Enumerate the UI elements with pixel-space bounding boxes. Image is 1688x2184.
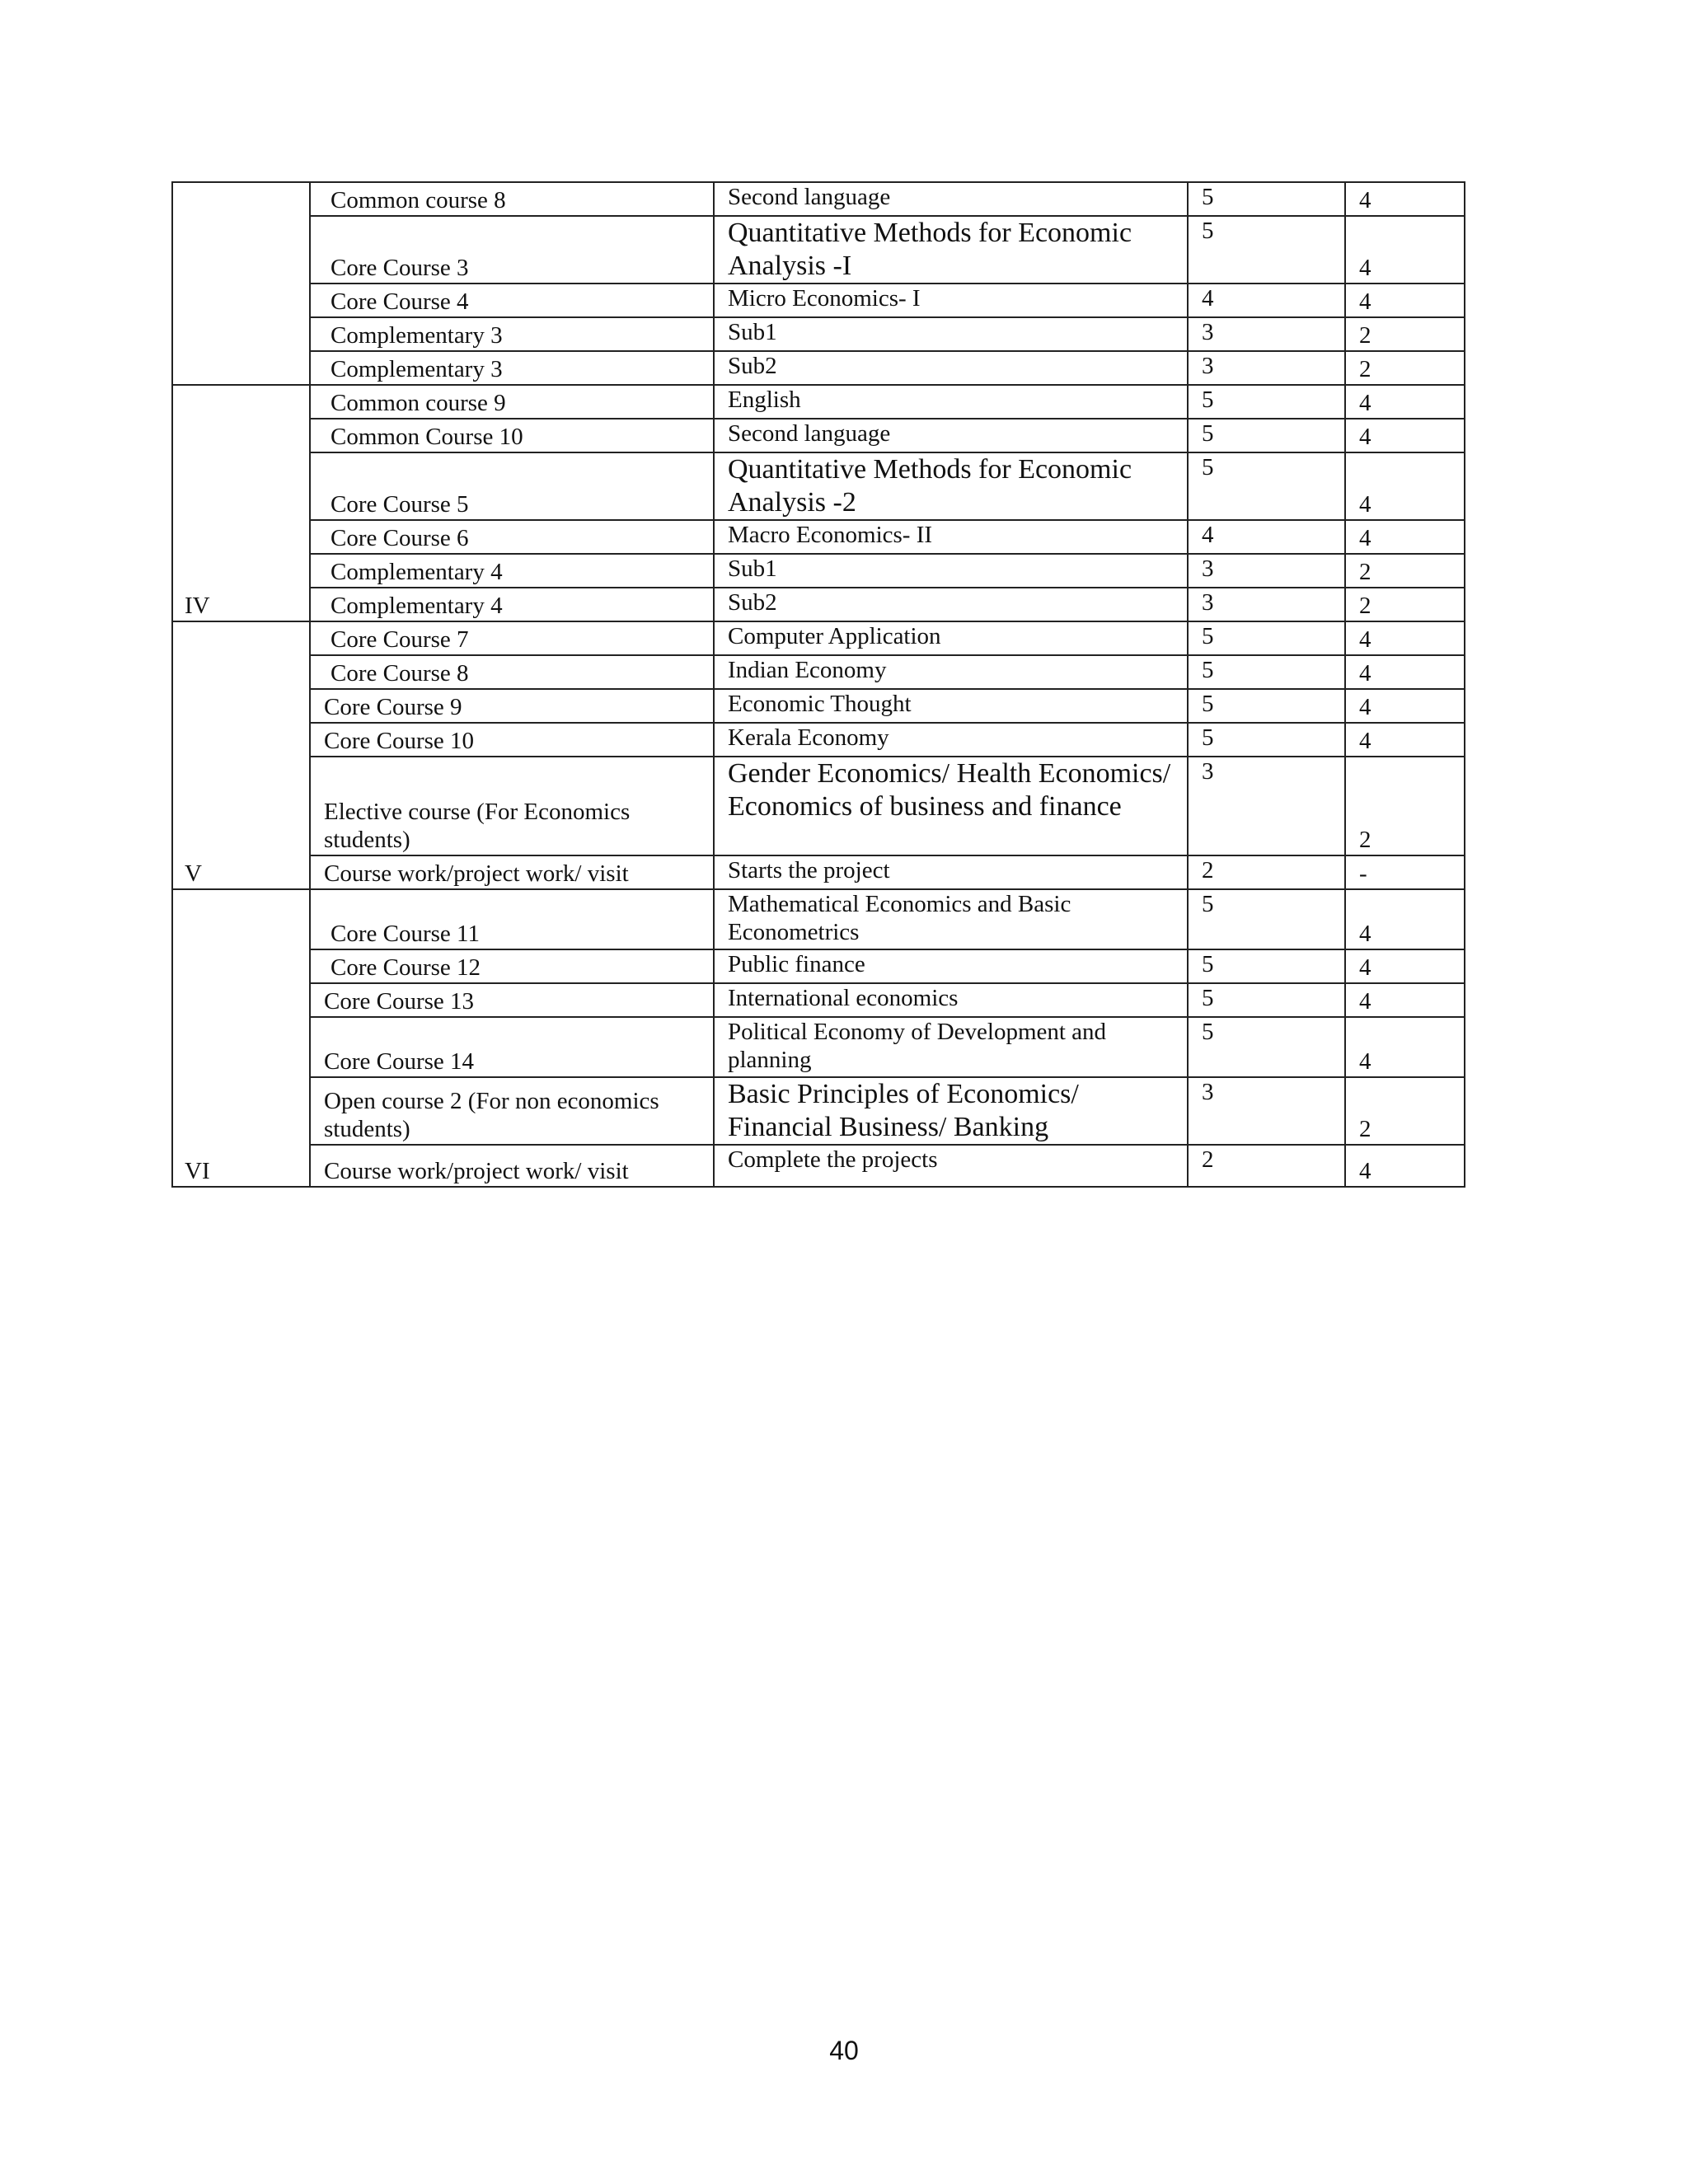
credits-cell: 2 bbox=[1345, 1077, 1465, 1145]
course-cell: Core Course 9 bbox=[310, 689, 714, 723]
credits-cell: 2 bbox=[1345, 588, 1465, 621]
credits-cell: 4 bbox=[1345, 689, 1465, 723]
semester-cell bbox=[172, 182, 310, 385]
credits-cell: 4 bbox=[1345, 621, 1465, 655]
course-cell: Core Course 10 bbox=[310, 723, 714, 757]
semester-cell: VI bbox=[172, 889, 310, 1187]
title-cell: Computer Application bbox=[714, 621, 1188, 655]
title-cell: Sub1 bbox=[714, 317, 1188, 351]
page-number: 40 bbox=[829, 2036, 859, 2065]
course-cell: Complementary 3 bbox=[310, 351, 714, 385]
table-row bbox=[172, 520, 1465, 554]
course-cell: Open course 2 (For non economics students) bbox=[310, 1077, 714, 1145]
course-cell: Complementary 3 bbox=[310, 317, 714, 351]
title-cell: English bbox=[714, 385, 1188, 419]
title-cell: Complete the projects bbox=[714, 1145, 1188, 1187]
hours-cell: 2 bbox=[1188, 1145, 1345, 1187]
table-row bbox=[172, 621, 1465, 655]
hours-cell: 3 bbox=[1188, 1077, 1345, 1145]
hours-cell: 3 bbox=[1188, 317, 1345, 351]
hours-cell: 5 bbox=[1188, 385, 1345, 419]
hours-cell: 3 bbox=[1188, 588, 1345, 621]
hours-cell: 5 bbox=[1188, 655, 1345, 689]
course-cell: Core Course 5 bbox=[310, 452, 714, 520]
table-row bbox=[172, 216, 1465, 284]
title-cell: Quantitative Methods for Economic Analysis -2 bbox=[714, 452, 1188, 520]
hours-cell: 5 bbox=[1188, 216, 1345, 284]
hours-cell: 4 bbox=[1188, 284, 1345, 317]
credits-cell: 4 bbox=[1345, 889, 1465, 949]
table-row bbox=[172, 855, 1465, 889]
course-cell: Course work/project work/ visit bbox=[310, 1145, 714, 1187]
hours-cell: 5 bbox=[1188, 621, 1345, 655]
course-cell: Complementary 4 bbox=[310, 588, 714, 621]
course-cell: Common course 9 bbox=[310, 385, 714, 419]
credits-cell: 4 bbox=[1345, 216, 1465, 284]
title-cell: Political Economy of Development and planning bbox=[714, 1017, 1188, 1077]
hours-cell: 5 bbox=[1188, 983, 1345, 1017]
hours-cell: 5 bbox=[1188, 1017, 1345, 1077]
table-row bbox=[172, 949, 1465, 983]
credits-cell: 4 bbox=[1345, 284, 1465, 317]
hours-cell: 3 bbox=[1188, 757, 1345, 855]
table-row bbox=[172, 889, 1465, 949]
credits-cell: 4 bbox=[1345, 385, 1465, 419]
course-structure-table bbox=[171, 181, 1465, 1188]
title-cell: Second language bbox=[714, 419, 1188, 452]
credits-cell: 4 bbox=[1345, 723, 1465, 757]
credits-cell: - bbox=[1345, 855, 1465, 889]
course-cell: Common Course 10 bbox=[310, 419, 714, 452]
table-row bbox=[172, 1017, 1465, 1077]
title-cell: Sub2 bbox=[714, 588, 1188, 621]
course-cell: Core Course 3 bbox=[310, 216, 714, 284]
title-cell: Sub2 bbox=[714, 351, 1188, 385]
title-cell: International economics bbox=[714, 983, 1188, 1017]
title-cell: Mathematical Economics and Basic Econometrics bbox=[714, 889, 1188, 949]
table-row bbox=[172, 588, 1465, 621]
title-cell: Sub1 bbox=[714, 554, 1188, 588]
course-cell: Complementary 4 bbox=[310, 554, 714, 588]
credits-cell: 2 bbox=[1345, 757, 1465, 855]
table-row bbox=[172, 284, 1465, 317]
table-row bbox=[172, 182, 1465, 216]
hours-cell: 5 bbox=[1188, 723, 1345, 757]
title-cell: Starts the project bbox=[714, 855, 1188, 889]
hours-cell: 5 bbox=[1188, 689, 1345, 723]
credits-cell: 2 bbox=[1345, 554, 1465, 588]
course-cell: Common course 8 bbox=[310, 182, 714, 216]
table-row bbox=[172, 351, 1465, 385]
table-row bbox=[172, 1077, 1465, 1145]
hours-cell: 5 bbox=[1188, 452, 1345, 520]
credits-cell: 4 bbox=[1345, 1017, 1465, 1077]
table-row bbox=[172, 655, 1465, 689]
title-cell: Macro Economics- II bbox=[714, 520, 1188, 554]
credits-cell: 4 bbox=[1345, 655, 1465, 689]
title-cell: Gender Economics/ Health Economics/ Economics of business and finance bbox=[714, 757, 1188, 855]
title-cell: Quantitative Methods for Economic Analysis -I bbox=[714, 216, 1188, 284]
hours-cell: 4 bbox=[1188, 520, 1345, 554]
title-cell: Micro Economics- I bbox=[714, 284, 1188, 317]
semester-cell: IV bbox=[172, 385, 310, 621]
credits-cell: 4 bbox=[1345, 1145, 1465, 1187]
course-cell: Core Course 14 bbox=[310, 1017, 714, 1077]
table-row bbox=[172, 452, 1465, 520]
hours-cell: 5 bbox=[1188, 949, 1345, 983]
course-cell: Course work/project work/ visit bbox=[310, 855, 714, 889]
table-row bbox=[172, 757, 1465, 855]
table-row bbox=[172, 1145, 1465, 1187]
table-row bbox=[172, 983, 1465, 1017]
table-row bbox=[172, 723, 1465, 757]
title-cell: Indian Economy bbox=[714, 655, 1188, 689]
credits-cell: 2 bbox=[1345, 351, 1465, 385]
course-cell: Core Course 6 bbox=[310, 520, 714, 554]
title-cell: Second language bbox=[714, 182, 1188, 216]
title-cell: Public finance bbox=[714, 949, 1188, 983]
course-cell: Core Course 8 bbox=[310, 655, 714, 689]
hours-cell: 5 bbox=[1188, 182, 1345, 216]
credits-cell: 4 bbox=[1345, 983, 1465, 1017]
title-cell: Basic Principles of Economics/ Financial Business/ Banking bbox=[714, 1077, 1188, 1145]
table-row bbox=[172, 385, 1465, 419]
credits-cell: 4 bbox=[1345, 949, 1465, 983]
table-row bbox=[172, 554, 1465, 588]
hours-cell: 2 bbox=[1188, 855, 1345, 889]
credits-cell: 4 bbox=[1345, 452, 1465, 520]
course-cell: Core Course 11 bbox=[310, 889, 714, 949]
hours-cell: 5 bbox=[1188, 419, 1345, 452]
credits-cell: 4 bbox=[1345, 182, 1465, 216]
hours-cell: 5 bbox=[1188, 889, 1345, 949]
credits-cell: 4 bbox=[1345, 520, 1465, 554]
title-cell: Economic Thought bbox=[714, 689, 1188, 723]
course-cell: Core Course 7 bbox=[310, 621, 714, 655]
course-cell: Elective course (For Economics students) bbox=[310, 757, 714, 855]
hours-cell: 3 bbox=[1188, 351, 1345, 385]
credits-cell: 2 bbox=[1345, 317, 1465, 351]
hours-cell: 3 bbox=[1188, 554, 1345, 588]
semester-cell: V bbox=[172, 621, 310, 889]
table-row bbox=[172, 317, 1465, 351]
table-row bbox=[172, 419, 1465, 452]
course-cell: Core Course 13 bbox=[310, 983, 714, 1017]
credits-cell: 4 bbox=[1345, 419, 1465, 452]
course-cell: Core Course 12 bbox=[310, 949, 714, 983]
table-row bbox=[172, 689, 1465, 723]
course-cell: Core Course 4 bbox=[310, 284, 714, 317]
title-cell: Kerala Economy bbox=[714, 723, 1188, 757]
